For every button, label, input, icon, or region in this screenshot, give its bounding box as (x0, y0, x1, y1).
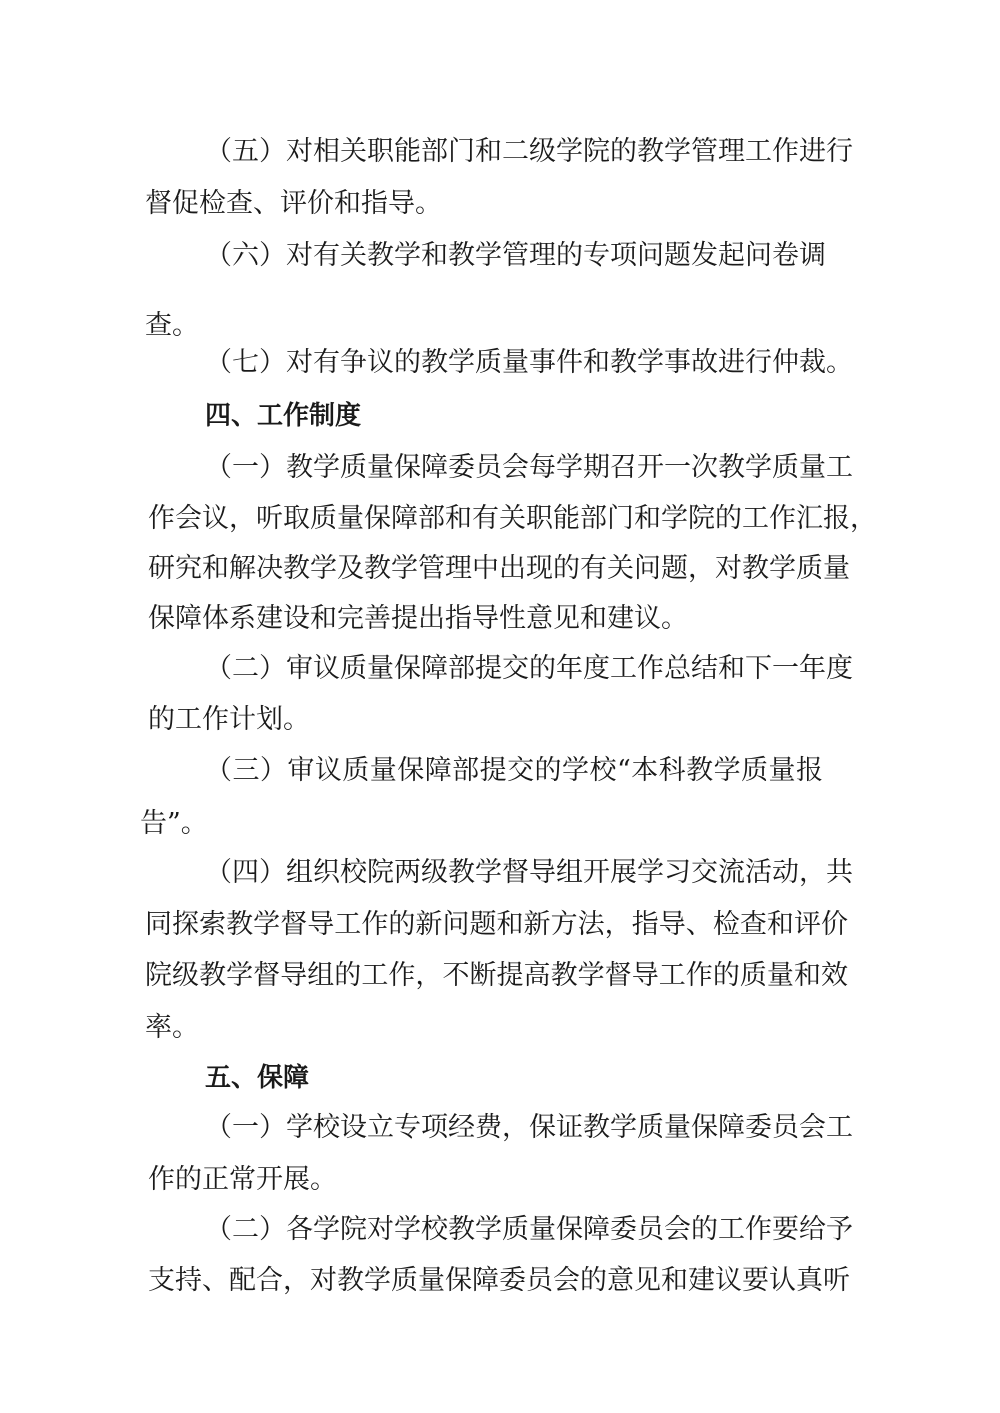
paragraph-line: 告”。 (140, 808, 208, 839)
paragraph-line: （二）审议质量保障部提交的年度工作总结和下一年度 (205, 653, 853, 684)
paragraph-line: 同探索教学督导工作的新问题和新方法，指导、检查和评价 (145, 909, 848, 940)
paragraph-line: 查。 (145, 310, 199, 341)
section-heading: 五、保障 (205, 1063, 310, 1093)
paragraph-line: （五）对相关职能部门和二级学院的教学管理工作进行 (205, 136, 853, 167)
section-heading: 四、工作制度 (205, 401, 362, 431)
paragraph-line: （七）对有争议的教学质量事件和教学事故进行仲裁。 (205, 347, 853, 378)
paragraph-line: 作会议，听取质量保障部和有关职能部门和学院的工作汇报， (148, 503, 877, 534)
paragraph-line: （一）学校设立专项经费，保证教学质量保障委员会工 (205, 1112, 853, 1143)
paragraph-line: （一）教学质量保障委员会每学期召开一次教学质量工 (205, 452, 853, 483)
paragraph-line: （三）审议质量保障部提交的学校“本科教学质量报 (205, 755, 823, 786)
paragraph-line: 率。 (145, 1012, 199, 1043)
paragraph-line: （二）各学院对学校教学质量保障委员会的工作要给予 (205, 1214, 853, 1245)
paragraph-line: 支持、配合，对教学质量保障委员会的意见和建议要认真听 (148, 1265, 850, 1296)
paragraph-line: 研究和解决教学及教学管理中出现的有关问题，对教学质量 (148, 553, 850, 584)
paragraph-line: 院级教学督导组的工作，不断提高教学督导工作的质量和效 (145, 960, 848, 991)
paragraph-line: 保障体系建设和完善提出指导性意见和建议。 (148, 603, 688, 634)
paragraph-line: 的工作计划。 (148, 704, 310, 735)
paragraph-line: 作的正常开展。 (148, 1164, 337, 1195)
paragraph-line: 督促检查、评价和指导。 (145, 188, 442, 219)
paragraph-line: （四）组织校院两级教学督导组开展学习交流活动，共 (205, 857, 853, 888)
paragraph-line: （六）对有关教学和教学管理的专项问题发起问卷调 (205, 240, 826, 271)
